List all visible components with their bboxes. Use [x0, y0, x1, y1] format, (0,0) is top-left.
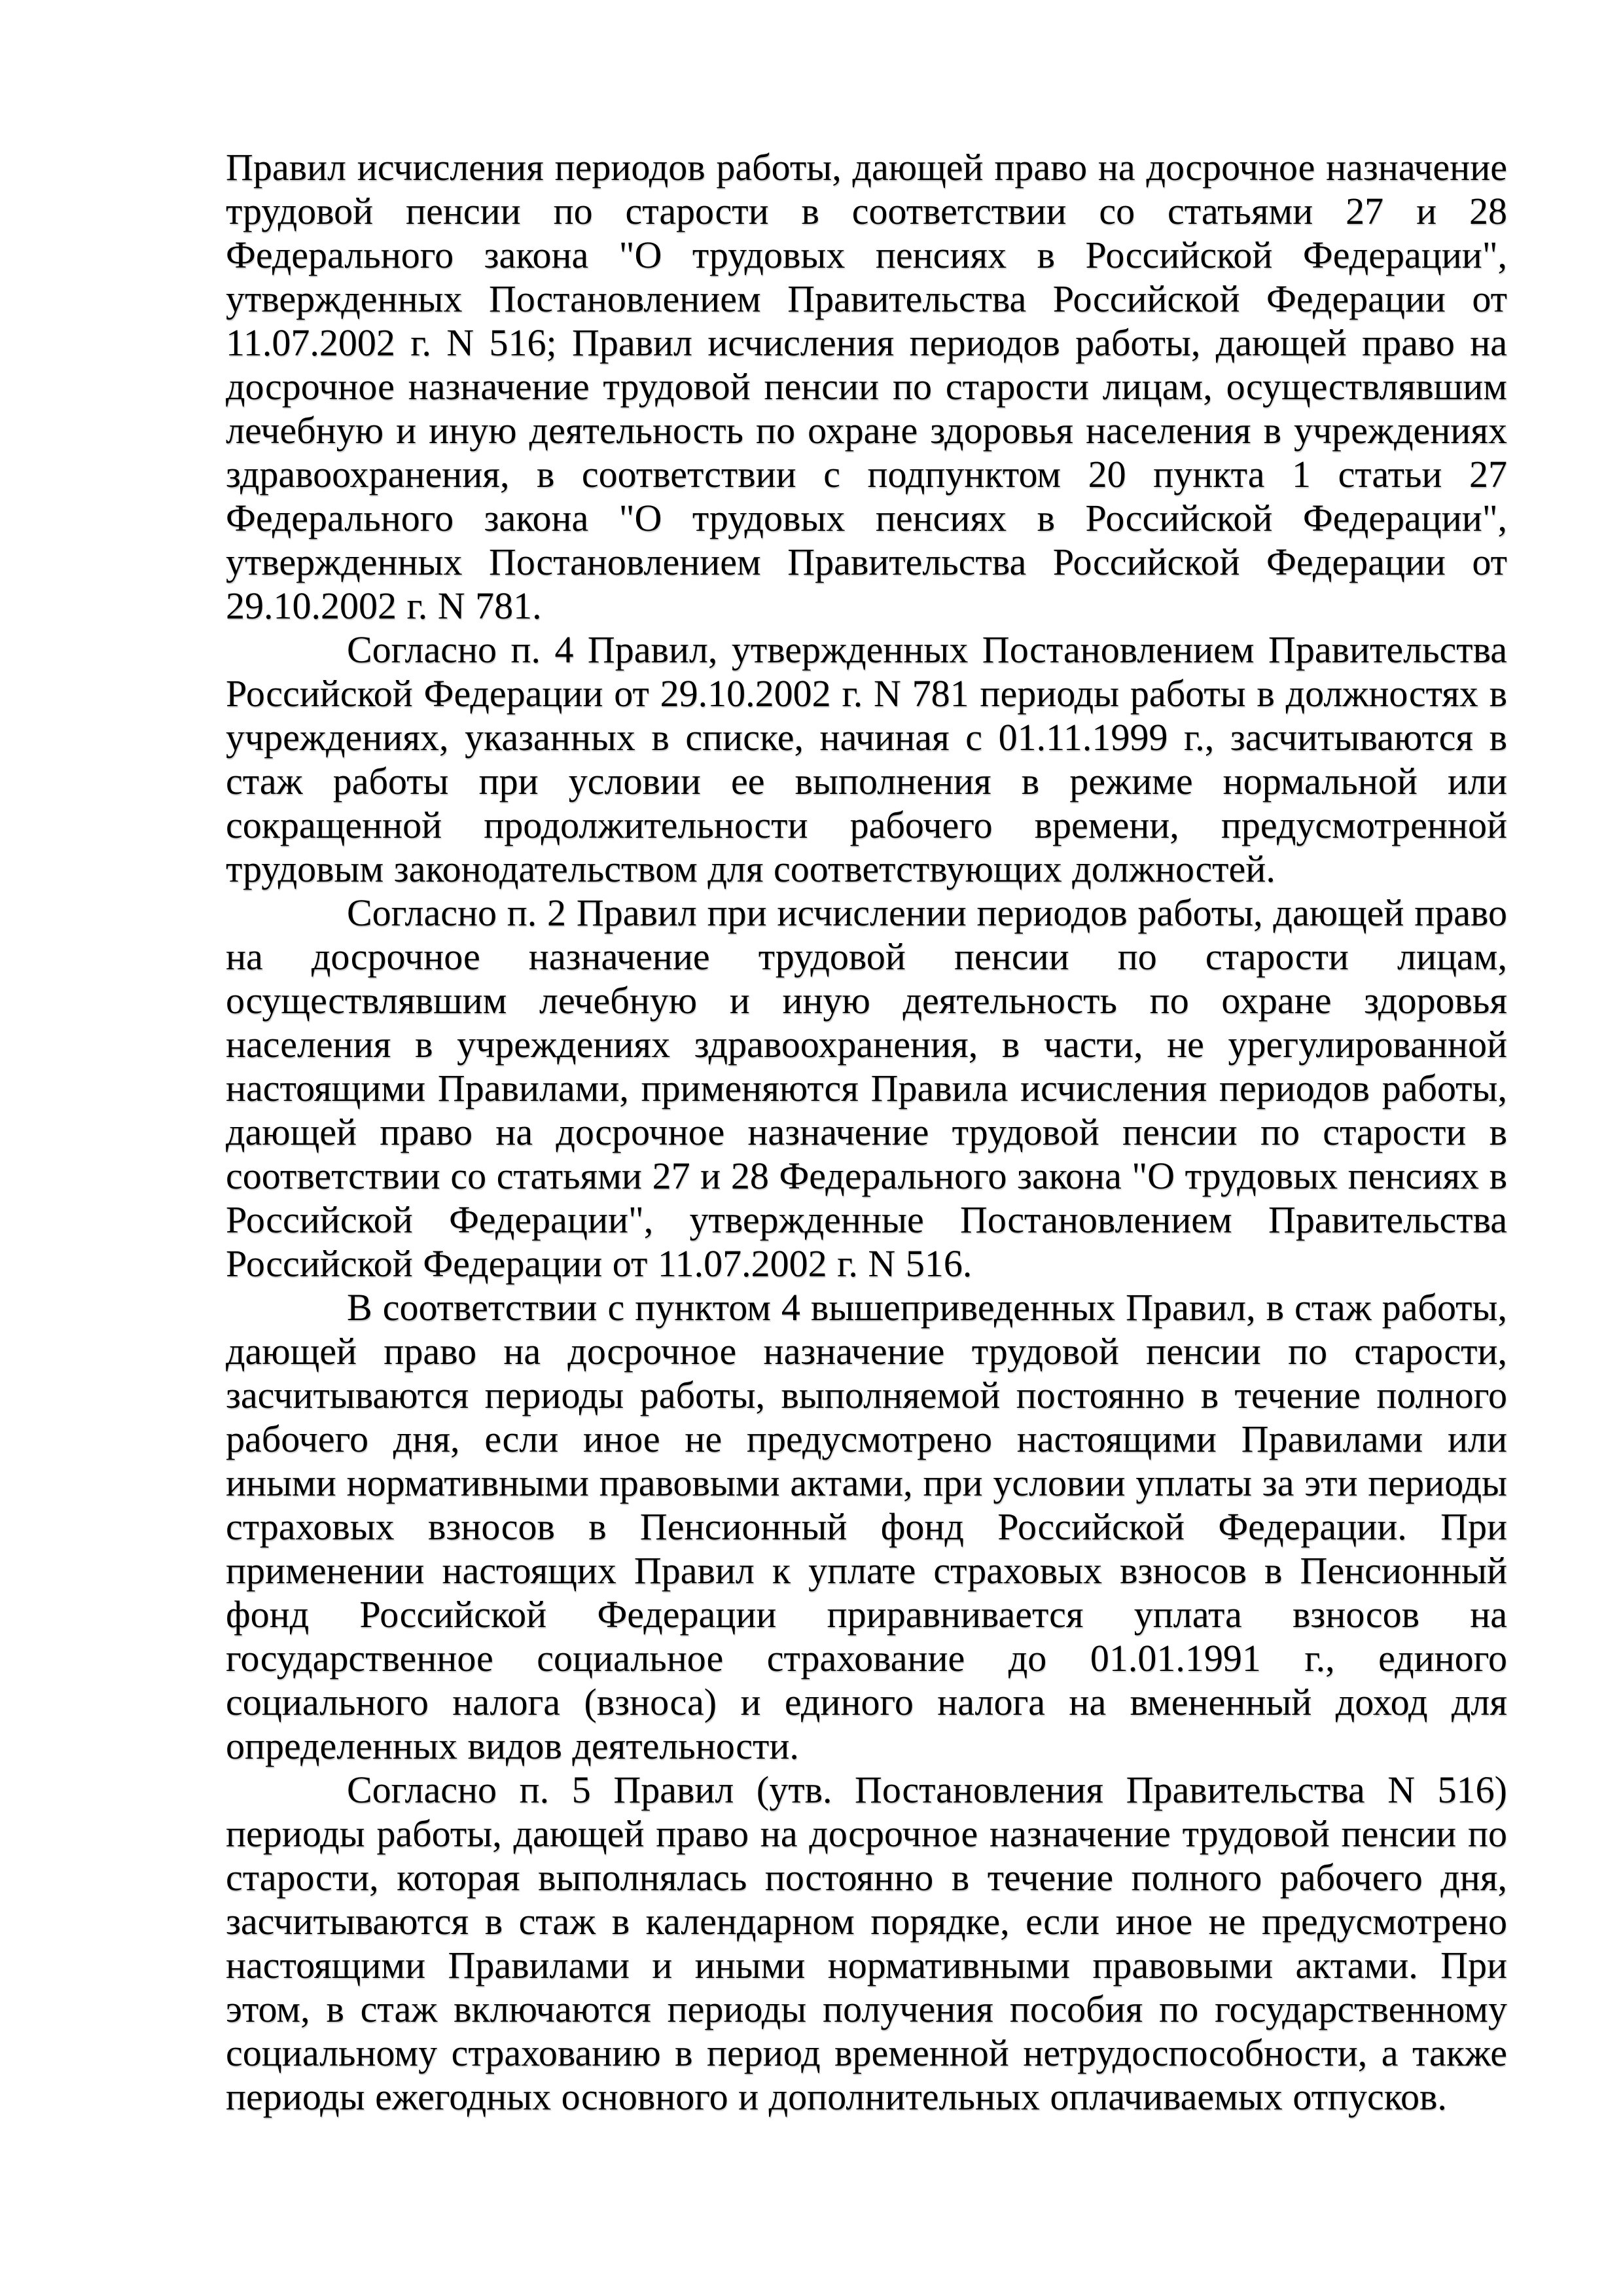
paragraph-3: Согласно п. 2 Правил при исчислении периодов работы, дающей право на досрочное назначение трудовой пенсии по старости лицам, осуществлявшим лечебную и иную деятельность по охране здоровья населения в учреждениях здравоохранения, в части, не урегулированной настоящими Правилами, применяются Правила исчисления периодов работы, дающей право на досрочное назначение трудовой пенсии по старости в соответствии со статьями 27 и 28 Федерального закона "О трудовых пенсиях в Российской Федерации", утвержденные Постановлением Правительства Российской Федерации от 11.07.2002 г. N 516. — [226, 891, 1507, 1285]
paragraph-2: Согласно п. 4 Правил, утвержденных Постановлением Правительства Российской Федерации от 29.10.2002 г. N 781 периоды работы в должностях в учреждениях, указанных в списке, начиная с 01.11.1999 г., засчитываются в стаж работы при условии ее выполнения в режиме нормальной или сокращенной продолжительности рабочего времени, предусмотренной трудовым законодательством для соответствующих должностей. — [226, 628, 1507, 890]
paragraph-5: Согласно п. 5 Правил (утв. Постановления Правительства N 516) периоды работы, дающей право на досрочное назначение трудовой пенсии по старости, которая выполнялась постоянно в течение полного рабочего дня, засчитываются в стаж в календарном порядке, если иное не предусмотрено настоящими Правилами и иными нормативными правовыми актами. При этом, в стаж включаются периоды получения пособия по государственному социальному страхованию в период временной нетрудоспособности, а также периоды ежегодных основного и дополнительных оплачиваемых отпусков. — [226, 1768, 1507, 2118]
paragraph-4: В соответствии с пунктом 4 вышеприведенных Правил, в стаж работы, дающей право на досрочное назначение трудовой пенсии по старости, засчитываются периоды работы, выполняемой постоянно в течение полного рабочего дня, если иное не предусмотрено настоящими Правилами или иными нормативными правовыми актами, при условии уплаты за эти периоды страховых взносов в Пенсионный фонд Российской Федерации. При применении настоящих Правил к уплате страховых взносов в Пенсионный фонд Российской Федерации приравнивается уплата взносов на государственное социальное страхование до 01.01.1991 г., единого социального налога (взноса) и единого налога на вмененный доход для определенных видов деятельности. — [226, 1286, 1507, 1767]
body-text — [226, 145, 1507, 2119]
paragraph-1: Правил исчисления периодов работы, дающей право на досрочное назначение трудовой пенсии по старости в соответствии со статьями 27 и 28 Федерального закона "О трудовых пенсиях в Российской Федерации", утвержденных Постановлением Правительства Российской Федерации от 11.07.2002 г. N 516; Правил исчисления периодов работы, дающей право на досрочное назначение трудовой пенсии по старости лицам, осуществлявшим лечебную и иную деятельность по охране здоровья населения в учреждениях здравоохранения, в соответствии с подпунктом 20 пункта 1 статьи 27 Федерального закона "О трудовых пенсиях в Российской Федерации", утвержденных Постановлением Правительства Российской Федерации от 29.10.2002 г. N 781. — [226, 146, 1507, 627]
